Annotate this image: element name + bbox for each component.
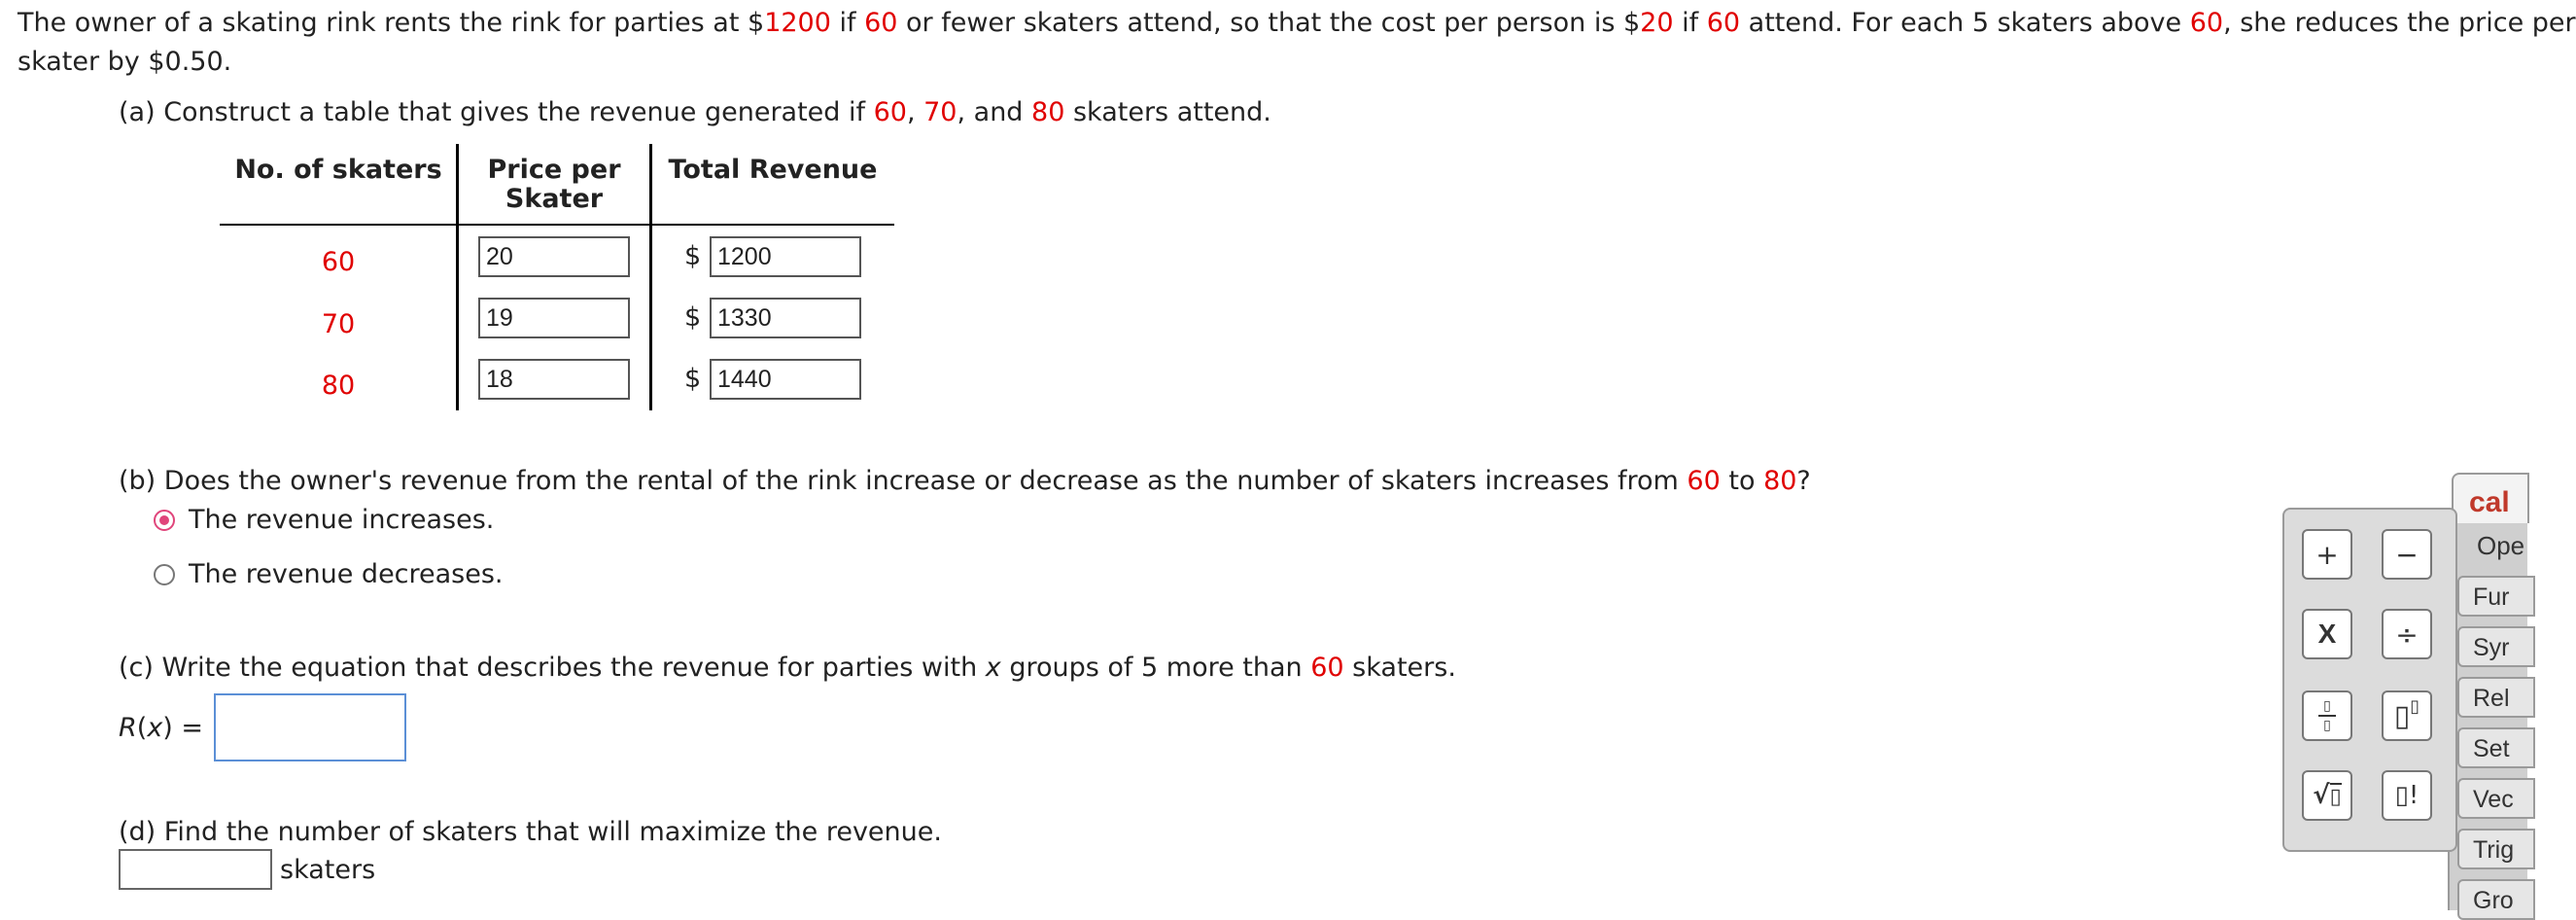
part-c-prompt: (c) Write the equation that describes the revenue for parties with x groups of 5 more than 60 skaters.	[119, 653, 1456, 683]
table-column-divider-2	[649, 144, 652, 410]
table-header-divider	[220, 224, 894, 226]
revenue-equation-input[interactable]	[214, 693, 406, 761]
relations-tab[interactable]: Rel	[2457, 677, 2535, 718]
symbols-tab[interactable]: Syr	[2457, 626, 2535, 667]
trig-tab[interactable]: Trig	[2457, 829, 2535, 869]
price-input-row1[interactable]: 20	[478, 236, 630, 277]
times-button[interactable]: X	[2302, 609, 2352, 659]
col-header-skaters: No. of skaters	[234, 155, 442, 185]
skaters-60: 60	[321, 247, 356, 277]
max-skaters-input[interactable]	[119, 849, 272, 890]
fraction-denominator-icon: ▯	[2323, 718, 2331, 733]
sqrt-button[interactable]	[2302, 770, 2352, 821]
skaters-unit-label: skaters	[280, 855, 376, 885]
plus-button[interactable]: +	[2302, 529, 2352, 580]
factorial-button[interactable]: ▯!	[2382, 770, 2432, 821]
price-input-row3[interactable]: 18	[478, 359, 630, 400]
col-header-price: Price per Skater	[487, 155, 621, 214]
col-header-revenue: Total Revenue	[668, 155, 878, 185]
divide-button[interactable]: ÷	[2382, 609, 2432, 659]
fraction-bar-icon	[2318, 715, 2336, 717]
skaters-70: 70	[321, 309, 356, 339]
sqrt-icon: √	[2313, 781, 2330, 810]
groups-tab[interactable]: Gro	[2457, 879, 2535, 920]
power-button[interactable]	[2382, 690, 2432, 741]
part-a-prompt: (a) Construct a table that gives the revenue generated if 60, 70, and 80 skaters attend.	[119, 97, 1271, 127]
math-palette	[2282, 508, 2457, 852]
revenue-input-row3[interactable]: 1440	[710, 359, 861, 400]
currency-symbol: $	[684, 364, 702, 394]
skaters-80: 80	[321, 371, 356, 401]
fraction-numerator-icon: ▯	[2323, 698, 2331, 714]
part-d-prompt: (d) Find the number of skaters that will maximize the revenue.	[119, 817, 942, 847]
problem-statement-line2: skater by $0.50.	[17, 47, 232, 77]
revenue-input-row1[interactable]: 1200	[710, 236, 861, 277]
radio-decreases[interactable]	[154, 564, 175, 585]
calculator-tab[interactable]: cal	[2452, 473, 2529, 523]
option-decreases-label: The revenue decreases.	[189, 559, 504, 589]
power-base-icon: ▯	[2393, 698, 2411, 733]
sets-tab[interactable]: Set	[2457, 727, 2535, 768]
part-b-prompt: (b) Does the owner's revenue from the rental of the rink increase or decrease as the number of skaters increases from 60 to 80?	[119, 466, 1811, 496]
option-increases-label: The revenue increases.	[189, 505, 495, 535]
problem-statement-line1: The owner of a skating rink rents the rink for parties at $1200 if 60 or fewer skaters attend, so that the cost per person is $20 if 60 attend. For each 5 skaters above 60, she reduces the price per	[17, 8, 2576, 38]
radio-increases[interactable]	[154, 510, 175, 531]
price-input-row2[interactable]: 19	[478, 298, 630, 338]
currency-symbol: $	[684, 302, 702, 333]
table-column-divider-1	[456, 144, 459, 410]
vectors-tab[interactable]: Vec	[2457, 778, 2535, 819]
power-exponent-icon: ▯	[2410, 695, 2420, 717]
revenue-function-label: R(x) =	[119, 713, 204, 743]
sqrt-box-icon: ▯	[2329, 784, 2342, 809]
fraction-button[interactable]	[2302, 690, 2352, 741]
functions-tab[interactable]: Fur	[2457, 576, 2535, 617]
currency-symbol: $	[684, 241, 702, 271]
minus-button[interactable]: −	[2382, 529, 2432, 580]
revenue-input-row2[interactable]: 1330	[710, 298, 861, 338]
operations-section-label: Ope	[2477, 531, 2525, 560]
